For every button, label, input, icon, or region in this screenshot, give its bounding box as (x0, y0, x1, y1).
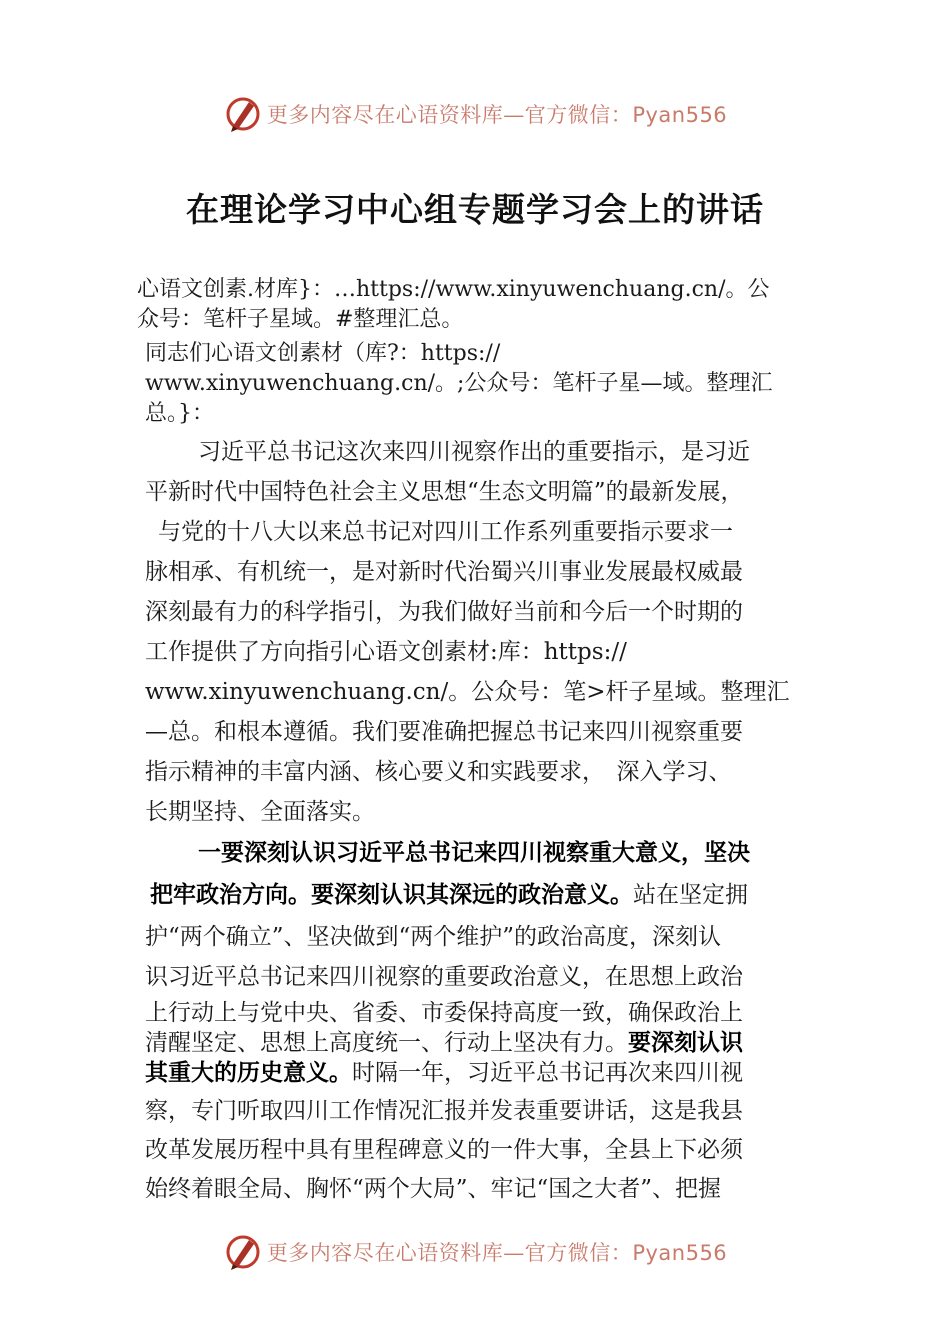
pen-logo-icon (223, 94, 263, 134)
text-line: 工作提供了方向指引心语文创素材:库：https:// (145, 639, 627, 665)
bold-phrase: 其重大的历史意义。 (145, 1060, 352, 1086)
text-line: 指示精神的丰富内涵、核心要义和实践要求， 深入学习、 (145, 759, 732, 785)
text-line: —总。和根本遵循。我们要准确把握总书记来四川视察重要 (145, 719, 743, 745)
banner-text: 更多内容尽在心语资料库—官方微信：Pyan556 (266, 103, 728, 127)
text-line: 改革发展历程中具有里程碑意义的一件大事，全县上下必须 (145, 1137, 743, 1163)
text-line: 脉相承、有机统一，是对新时代治蜀兴川事业发展最权威最 (145, 559, 743, 585)
text-line: 察，专门听取四川工作情况汇报并发表重要讲话，这是我县 (145, 1098, 743, 1124)
text-line: 深刻最有力的科学指引，为我们做好当前和今后一个时期的 (145, 599, 743, 625)
text-line: 心语文创素.材库}：…https://www.xinyuwenchuang.cn/。公 (137, 277, 770, 302)
text-line: 上行动上与党中央、省委、市委保持高度一致，确保政治上 (145, 1000, 743, 1026)
text-line (150, 876, 748, 909)
text-line: 长期坚持、全面落实。 (145, 799, 375, 825)
text-run: 站在坚定拥 (633, 882, 748, 908)
section-heading-part: 把牢政治方向。要深刻认识其深远的政治意义。 (150, 882, 633, 908)
text-line: 总。}： (145, 401, 214, 426)
text-line: 平新时代中国特色社会主义思想“生态文明篇”的最新发展， (145, 479, 744, 505)
text-line: www.xinyuwenchuang.cn/。公众号：笔>杆子星域。整理汇 (145, 679, 790, 705)
section-heading-line: 一要深刻认识习近平总书记来四川视察重大意义，坚决 (198, 840, 750, 866)
footer-banner (0, 1230, 950, 1274)
bold-phrase: 要深刻认识 (628, 1030, 743, 1056)
text-line: 习近平总书记这次来四川视察作出的重要指示，是习近 (198, 439, 750, 465)
text-run: 清醒坚定、思想上高度统一、行动上坚决有力。 (145, 1030, 628, 1056)
text-line: 众号：笔杆子星域。#整理汇总。 (137, 307, 464, 332)
text-line (145, 1024, 743, 1057)
text-line: 同志们心语文创素材（库?：https:// (145, 341, 501, 366)
text-line: 识习近平总书记来四川视察的重要政治意义，在思想上政治 (145, 964, 743, 990)
text-line: 护“两个确立”、坚决做到“两个维护”的政治高度，深刻认 (145, 924, 722, 950)
pen-logo-icon (223, 1232, 263, 1272)
text-line: 始终着眼全局、胸怀“两个大局”、牢记“国之大者”、把握 (145, 1176, 722, 1202)
text-run: 时隔一年，习近平总书记再次来四川视 (352, 1060, 743, 1086)
text-line (145, 1054, 743, 1087)
page-title: 在理论学习中心组专题学习会上的讲话 (186, 190, 764, 229)
header-banner (0, 92, 950, 136)
text-line: www.xinyuwenchuang.cn/。;公众号：笔杆子星—域。整理汇 (145, 371, 773, 396)
text-line: 与党的十八大以来总书记对四川工作系列重要指示要求一 (158, 519, 733, 545)
banner-text: 更多内容尽在心语资料库—官方微信：Pyan556 (266, 1241, 728, 1265)
